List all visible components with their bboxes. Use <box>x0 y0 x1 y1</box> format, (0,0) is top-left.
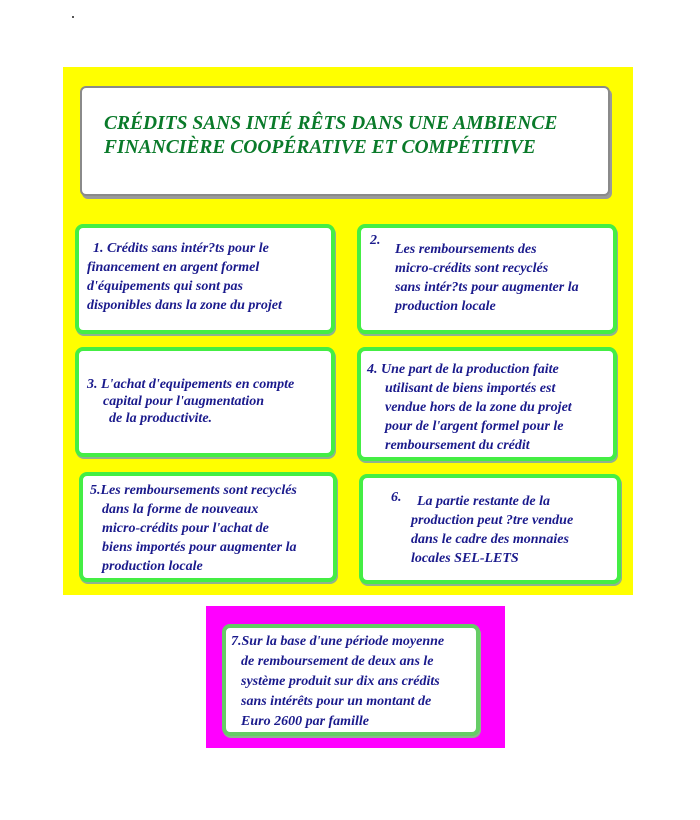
step-4-line-1: 4. Une part de la production faite <box>367 362 559 377</box>
step-1-line-1: 1. Crédits sans intér?ts pour le <box>93 241 269 256</box>
step-2-text <box>395 240 579 316</box>
step-4-line-2: utilisant de biens importés est <box>385 381 556 396</box>
step-2-line-4: production locale <box>395 299 496 314</box>
step-6-line-4: locales SEL-LETS <box>411 551 519 566</box>
step-box-1 <box>75 224 335 334</box>
title-box <box>80 86 610 196</box>
step-7-text <box>231 632 444 732</box>
step-6-number: 6. <box>391 490 402 505</box>
step-1-line-4: disponibles dans la zone du projet <box>87 298 282 313</box>
step-4-line-4: pour de l'argent formel pour le <box>385 419 564 434</box>
step-box-4 <box>357 347 617 461</box>
step-7-line-1: 7.Sur la base d'une période moyenne <box>231 634 445 649</box>
step-box-2 <box>357 224 617 334</box>
step-5-line-1: 5.Les remboursements sont recyclés <box>90 483 297 498</box>
step-6-line-2: production peut ?tre vendue <box>411 513 574 528</box>
step-1-line-2: financement en argent formel <box>87 260 260 275</box>
step-3-text <box>87 376 294 427</box>
step-7-line-3: système produit sur dix ans crédits <box>241 674 440 689</box>
title-line-2: FINANCIÈRE COOPÉRATIVE ET COMPÉTITIVE <box>104 137 536 158</box>
step-4-text <box>367 360 572 455</box>
stray-dot <box>72 16 74 18</box>
step-box-3 <box>75 347 335 457</box>
step-3-line-2: capital pour l'augmentation <box>103 394 265 409</box>
step-2-line-2: micro-crédits sont recyclés <box>395 261 549 276</box>
step-box-7 <box>222 624 480 736</box>
step-4-line-5: remboursement du crédit <box>385 438 530 453</box>
step-box-5 <box>79 472 337 582</box>
step-5-text <box>90 481 297 576</box>
step-2-number: 2. <box>370 233 381 248</box>
step-3-line-3: de la productivite. <box>109 411 213 426</box>
title-line-1: CRÉDITS SANS INTÉ RÊTS DANS UNE AMBIENCE <box>104 113 558 134</box>
step-6-line-3: dans le cadre des monnaies <box>411 532 569 547</box>
step-2-line-1: Les remboursements des <box>395 242 537 257</box>
step-3-line-1: 3. L'achat d'equipements en compte <box>87 377 295 392</box>
step-2-line-3: sans intér?ts pour augmenter la <box>395 280 579 295</box>
diagram-title <box>104 112 604 160</box>
step-6-line-1: La partie restante de la <box>417 494 550 509</box>
step-1-text <box>87 239 282 315</box>
step-box-6 <box>359 474 621 584</box>
step-1-line-3: d'équipements qui sont pas <box>87 279 243 294</box>
step-5-line-3: micro-crédits pour l'achat de <box>102 521 269 536</box>
step-7-line-2: de remboursement de deux ans le <box>241 654 434 669</box>
step-4-line-3: vendue hors de la zone du projet <box>385 400 572 415</box>
step-7-line-5: Euro 2600 par famille <box>241 714 369 729</box>
step-7-line-4: sans intérêts pour un montant de <box>241 694 432 709</box>
step-5-line-4: biens importés pour augmenter la <box>102 540 297 555</box>
step-6-text <box>411 492 573 568</box>
step-5-line-5: production locale <box>102 559 203 574</box>
step-5-line-2: dans la forme de nouveaux <box>102 502 259 517</box>
